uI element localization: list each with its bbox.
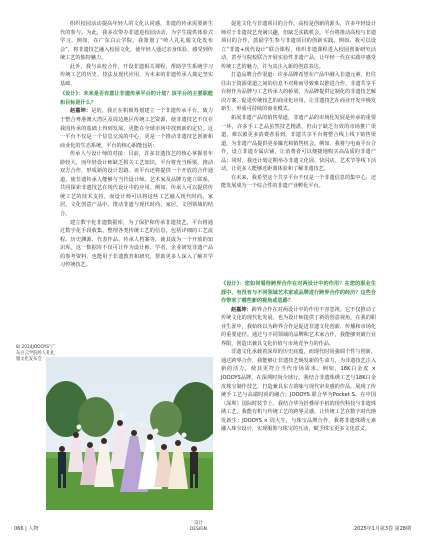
answer-text: 是的，我正在积极筹划建立一个非遗传承平台，致力于整合粤港澳大湾区及周边地区传统工艺资源，使非遗技艺不仅在我国传承的基础上得到发展，更能在全球市场中找到新的定位。这一平台不仅是一个信息交流的中心，更是一个推动非遗技艺创新和商业化的生态系统，平台的核心职能包括： [60, 108, 214, 149]
answer-speaker: 赵嘉坤： [231, 306, 252, 313]
interview-answer [221, 306, 376, 349]
question-text: 《设计》：您如何看待跨界合作在对两设计中的作用？在您的职业生涯中，有没有与不同领域艺术家或品牌进行跨界合作的经历？这些合作带来了哪些新的视角或思路？ [221, 281, 376, 305]
interview-question [60, 90, 213, 107]
photo-caption: 8/ 2024JOOOYS“广东白云学院岭人礼礼服文化发布会 [16, 345, 56, 362]
answer-speaker: 赵嘉坤： [70, 108, 92, 115]
paragraph: 促进文化与非遗项目的合作，高校是创新的源头，许多年轻设计师对于非遗技艺充满兴趣，但缺乏实践机会。平台将推动高校与非遗项目的合作，鼓励学生参与非遗项目的创新实践。例如，我可以设立“非遗+现代设计”联合课程，组织非遗课程进入校园创新研究活动，甚至与院校联合开展实验性非遗产品，让年轻一代在实践中感受传统工艺的魅力，并为其注入新的创意表达。 [221, 21, 376, 70]
right-column-top [221, 20, 376, 191]
paragraph: 此外，我与高校合作，开设非遗相关课程，帮助学生系统学习传统工艺的历史、技法及现代应用，为未来的非遗传承人奠定坚实基础。 [60, 63, 213, 87]
left-column [60, 20, 213, 270]
answer-text: 跨界合作在对两设计中的作用不容忽视。它不仅推动了传统文化的现代化发展，也为设计师提供了新的创意视角。在我的职业生涯中，我始终以为跨界合作是促进非遗文化创新、传播和市场化的重要途径。通过与不同领域的品牌和艺术家合作，我能够突破行业界限，创造出兼具文化价值与市场竞争力的作品。 [221, 306, 377, 347]
interview-answer [60, 107, 213, 150]
paragraph: 建立数字化非遗数据库，为了保护和传承非遗技艺，平台将通过数字化手段收集、整理各类传统工艺的信息，包括详细的工艺流程、历史渊源、代表作品、传承人档案等，使其成为一个开放的知识库。这一数据库不仅可让作为设计师、学者、企业研发非遗产品的参考资料，也能用于非遗教育和研究，帮助更多人深入了解并学习传统技艺。 [60, 219, 213, 269]
page-number-section: 066 | 人物 [14, 526, 39, 532]
logo-text-cn: 设计 [194, 521, 203, 526]
interview-question [221, 280, 376, 306]
group-photo-illustration [46, 357, 213, 510]
right-column-bottom [221, 278, 376, 434]
paragraph: 非遗文化承载着深厚的历史底蕴，而现代时尚强调个性与创新，通过跨界合作，我能够让非遗技艺焕发新的生命力，为非遗技艺注入新的活力，使其更符合当代市场需求。例如，18K白金皮 × JOOOYS品牌，在深圳时尚全球行。我结合非遗珠绣工艺与18K白金皮珠宝制作技艺，打造兼具东方韵味与现代审美感的作品，展现了传统手工艺与高端时尚的融合；JOOOYS 联合华为Pocket S、在中国（深圳）国际时装节上，我结合华为折叠屏手机的现代科技与非遗珠绣工艺，我能有机与传统工艺的跨界灵感，让传统工艺在数字时代焕发新生；JOOOYS × 周大生，与珠宝品牌合作，我将非遗珠绣元素融入珠宝设计，实现服饰与珠宝的互动，赋予珠宝更多文化意义。 [221, 349, 376, 433]
paragraph: 传承人与设计师的对接：目前，许多非遗技艺的核心掌握者年龄较大，而年轻设计师缺乏相关工艺知识，平台将充当桥梁，推动双方合作，形成新的设计思路。该平台还将提供一个开放的合作通道，使非遗传承人能够与当代设计师、艺术家及品牌方建立联系，共同探索非遗技艺在现代设计中的应用。例如，传承人可以提供传统工艺的技术支持，而设计师可以将这些工艺融入现代时尚、家居、文化创意产品中，推动非遗与现代时尚、家居、文创领域的结合。 [60, 151, 213, 218]
issue-info: 2025年1月第3卷 第28期 [353, 526, 411, 532]
paragraph: 在未来，我希望这个共享平台不仅是一个非遗信息的集中心，还能发展成为一个综合性的非遗产业孵化平台。 [221, 174, 376, 190]
event-photo [46, 357, 213, 510]
paragraph: 拓展非遗产品的销售渠道，非遗产品的市场化发展是传承的重要一环，许多手工艺品虽然技艺精湛，但由于缺乏有效的市场推广渠道，难以被更多消费者看到。非遗共享平台将整合线上线下销售渠道，为非遗产品提供更多曝光和销售机会。例如，我将与电商平台合作，设立非遗专属店铺，让消费者可以便捷地购买高品质的非遗产品；同时，我还计划定期举办非遗文化展、快闪店、艺术节等线下活动，让更多人能够近距离体验和了解非遗技艺。 [221, 115, 376, 173]
paragraph: 组织校园活动提高年轻人的文化认同感，非遗的传承需要新生代的参与。为此，我多次带办非遗进校园活动，为学生提供体验式学习。例如，在广东白云学院，我策划了“岭人礼礼服文化发布会”，将非遗技艺融入校园文化，使年轻人通过亲身体验，感受到传统工艺的独特魅力。 [60, 21, 213, 62]
paragraph: 打造品牌合作渠道：许多品牌希望在产品中融入非遗元素，但往往由于资源渠道之间的信息不对称而导致难以推进合作。非遗共享平台将作为品牌与工艺传承人的桥梁，为品牌提供定制化的非遗技艺解决方案，促进传统技艺的商业化应用，让非遗技艺在商业开发中焕发新生，形成可持续的商业模式。 [221, 72, 376, 113]
logo-text-en: DESIGN [190, 527, 207, 532]
magazine-logo [190, 521, 207, 533]
question-text: 《设计》：未来是否有意让非遗传承平台的计划？该平台的主要职能和目标是什么？ [60, 91, 213, 106]
